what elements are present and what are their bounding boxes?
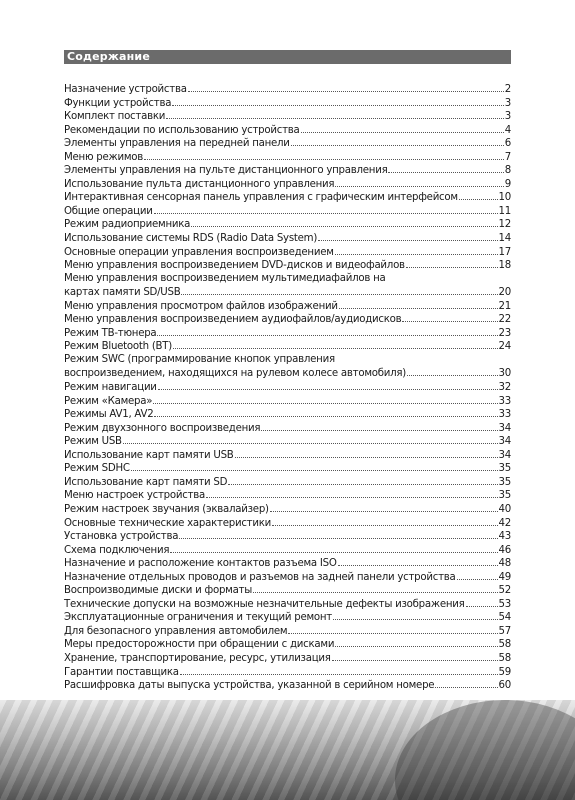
toc-entry[interactable] (64, 123, 511, 137)
toc-entry[interactable] (64, 421, 511, 435)
toc-entry-label: Эксплуатационные ограничения и текущий ремонт (64, 612, 332, 624)
toc-entry-label: Режим Bluetooth (BT) (64, 341, 172, 353)
toc-leader-dots (158, 380, 498, 390)
toc-entry-page: 35 (498, 463, 511, 475)
toc-leader-dots (288, 624, 497, 634)
toc-entry[interactable] (64, 299, 511, 313)
toc-entry-page: 58 (498, 639, 511, 651)
toc-leader-dots (253, 583, 497, 593)
toc-entry[interactable] (64, 637, 511, 651)
toc-entry-page: 33 (498, 409, 511, 421)
toc-entry-page: 21 (498, 300, 511, 312)
toc-entry-page: 30 (498, 368, 511, 380)
toc-entry-label: Режимы AV1, AV2 (64, 409, 154, 421)
toc-entry-page: 54 (498, 612, 511, 624)
toc-leader-dots (180, 665, 498, 675)
toc-leader-dots (181, 285, 497, 295)
toc-entry-label: воспроизведением, находящихся на рулевом колесе автомобиля) (64, 368, 407, 380)
toc-entry-label: Комплект поставки (64, 111, 166, 123)
toc-entry-page: 8 (504, 165, 511, 177)
toc-entry-page: 24 (498, 341, 511, 353)
toc-entry-label: Меры предосторожности при обращении с дисками (64, 639, 335, 651)
toc-entry-label: Меню управления просмотром файлов изображений (64, 300, 338, 312)
toc-entry[interactable] (64, 204, 511, 218)
toc-entry-label: Элементы управления на пульте дистанционного управления (64, 165, 388, 177)
toc-entry-label: картах памяти SD/USB (64, 287, 181, 299)
toc-entry[interactable] (64, 624, 511, 638)
toc-entry-label: Использование карт памяти USB (64, 449, 234, 461)
toc-leader-dots (318, 231, 497, 241)
toc-entry[interactable] (64, 665, 511, 679)
toc-entry[interactable] (64, 502, 511, 516)
toc-leader-dots (272, 516, 498, 526)
toc-entry[interactable] (64, 109, 511, 123)
toc-leader-dots (339, 299, 498, 309)
toc-leader-dots (173, 339, 498, 349)
toc-leader-dots (406, 258, 498, 268)
toc-entry-page: 58 (498, 652, 511, 664)
toc-leader-dots (407, 366, 497, 376)
toc-leader-dots (144, 150, 504, 160)
toc-entry-label: Основные технические характеристики (64, 517, 272, 529)
toc-entry-page: 20 (498, 287, 511, 299)
toc-entry[interactable] (64, 163, 511, 177)
page-title: Содержание (67, 50, 150, 63)
section-header-bar (64, 50, 511, 64)
toc-leader-dots (206, 488, 498, 498)
toc-entry-label: Режим настроек звучания (эквалайзер) (64, 503, 269, 515)
toc-leader-dots (235, 448, 498, 458)
toc-entry-label: Рекомендации по использованию устройства (64, 124, 300, 136)
toc-entry-page: 60 (498, 680, 511, 692)
toc-entry[interactable] (64, 272, 511, 286)
toc-entry-page: 18 (498, 260, 511, 272)
toc-leader-dots (388, 163, 503, 173)
toc-entry-label: Режим радиоприемника (64, 219, 191, 231)
toc-leader-dots (123, 434, 498, 444)
toc-entry[interactable] (64, 597, 511, 611)
toc-entry-page: 33 (498, 395, 511, 407)
toc-entry-label: Хранение, транспортирование, ресурс, утилизация (64, 652, 331, 664)
toc-entry[interactable] (64, 529, 511, 543)
toc-entry-page: 42 (498, 517, 511, 529)
toc-entry[interactable] (64, 380, 511, 394)
toc-entry[interactable] (64, 488, 511, 502)
toc-entry[interactable] (64, 258, 511, 272)
toc-leader-dots (228, 475, 497, 485)
toc-entry-page: 52 (498, 585, 511, 597)
toc-entry[interactable] (64, 82, 511, 96)
toc-entry-page: 11 (498, 205, 511, 217)
toc-entry[interactable] (64, 366, 511, 380)
toc-entry-page: 12 (498, 219, 511, 231)
toc-entry[interactable] (64, 231, 511, 245)
toc-entry-label: Меню настроек устройства (64, 490, 205, 502)
toc-leader-dots (335, 245, 498, 255)
toc-entry[interactable] (64, 570, 511, 584)
toc-entry[interactable] (64, 448, 511, 462)
toc-entry-page: 59 (498, 666, 511, 678)
toc-entry[interactable] (64, 96, 511, 110)
toc-leader-dots (335, 177, 503, 187)
toc-entry[interactable] (64, 353, 511, 367)
toc-entry[interactable] (64, 583, 511, 597)
toc-entry-page: 34 (498, 449, 511, 461)
toc-entry-label: Использование системы RDS (Radio Data System) (64, 233, 318, 245)
toc-entry-label: Меню управления воспроизведением мультимедиафайлов на (64, 272, 386, 284)
toc-leader-dots (466, 597, 498, 607)
toc-entry-page: 40 (498, 503, 511, 515)
toc-entry-label: Схема подключения (64, 544, 170, 556)
toc-entry[interactable] (64, 461, 511, 475)
toc-entry-page: 22 (498, 314, 511, 326)
toc-entry-page: 46 (498, 544, 511, 556)
toc-entry-label: Установка устройства (64, 531, 179, 543)
toc-entry-page: 6 (504, 138, 511, 150)
toc-leader-dots (153, 394, 497, 404)
toc-leader-dots (335, 637, 497, 647)
toc-entry-label: Гарантии поставщика (64, 666, 179, 678)
toc-entry-label: Общие операции (64, 205, 153, 217)
toc-entry-page: 34 (498, 422, 511, 434)
toc-entry-label: Меню режимов (64, 151, 143, 163)
toc-leader-dots (131, 461, 498, 471)
toc-entry-label: Меню управления воспроизведением DVD-дисков и видеофайлов (64, 260, 405, 272)
toc-entry-label: Режим ТВ-тюнера (64, 327, 157, 339)
toc-entry-label: Технические допуски на возможные незначительные дефекты изображения (64, 598, 465, 610)
toc-entry-page: 3 (504, 111, 511, 123)
toc-entry-page: 17 (498, 246, 511, 258)
toc-leader-dots (338, 556, 498, 566)
toc-leader-dots (301, 123, 504, 133)
toc-entry-label: Режим SDHC (64, 463, 130, 475)
toc-entry-page: 32 (498, 382, 511, 394)
toc-entry[interactable] (64, 190, 511, 204)
toc-entry-page: 48 (498, 558, 511, 570)
toc-leader-dots (270, 502, 498, 512)
toc-entry-page: 49 (498, 571, 511, 583)
toc-entry[interactable] (64, 285, 511, 299)
toc-entry-page: 14 (498, 233, 511, 245)
toc-entry[interactable] (64, 543, 511, 557)
toc-entry[interactable] (64, 150, 511, 164)
toc-leader-dots (333, 610, 498, 620)
toc-entry-label: Для безопасного управления автомобилем (64, 625, 288, 637)
toc-entry[interactable] (64, 394, 511, 408)
toc-entry-label: Режим навигации (64, 382, 157, 394)
toc-leader-dots (291, 136, 504, 146)
toc-entry-label: Режим SWC (программирование кнопок управления (64, 353, 335, 365)
toc-leader-dots (459, 190, 498, 200)
toc-entry[interactable] (64, 407, 511, 421)
toc-entry-label: Назначение отдельных проводов и разъемов на задней панели устройства (64, 571, 456, 583)
toc-entry-label: Использование пульта дистанционного управления (64, 178, 335, 190)
toc-entry-label: Расшифровка даты выпуска устройства, указанной в серийном номере (64, 680, 435, 692)
toc-leader-dots (191, 217, 497, 227)
toc-entry-page: 3 (504, 97, 511, 109)
toc-entry-page: 7 (504, 151, 511, 163)
toc-entry[interactable] (64, 556, 511, 570)
toc-entry[interactable] (64, 326, 511, 340)
toc-leader-dots (154, 204, 498, 214)
toc-entry-page: 4 (504, 124, 511, 136)
table-of-contents (64, 82, 511, 692)
toc-entry-label: Режим USB (64, 436, 122, 448)
toc-leader-dots (261, 421, 497, 431)
toc-entry[interactable] (64, 610, 511, 624)
toc-entry-page: 43 (498, 531, 511, 543)
toc-leader-dots (435, 678, 497, 688)
toc-entry[interactable] (64, 516, 511, 530)
toc-leader-dots (172, 96, 504, 106)
toc-entry[interactable] (64, 651, 511, 665)
toc-entry-label: Функции устройства (64, 97, 172, 109)
toc-entry-page: 34 (498, 436, 511, 448)
toc-entry-label: Режим «Камера» (64, 395, 153, 407)
toc-entry[interactable] (64, 312, 511, 326)
toc-entry-page: 35 (498, 476, 511, 488)
toc-entry-page: 53 (498, 598, 511, 610)
toc-entry-label: Интерактивная сенсорная панель управления с графическим интерфейсом (64, 192, 458, 204)
toc-entry-label: Меню управления воспроизведением аудиофайлов/аудиодисков (64, 314, 402, 326)
toc-leader-dots (154, 407, 497, 417)
toc-entry-page: 2 (504, 84, 511, 95)
toc-entry-label: Назначение и расположение контактов разъема ISO (64, 558, 337, 570)
toc-leader-dots (188, 82, 504, 92)
toc-entry-label: Назначение устройства (64, 84, 187, 95)
toc-leader-dots (170, 543, 497, 553)
footer-decoration (0, 700, 575, 800)
toc-leader-dots (402, 312, 497, 322)
toc-entry-label: Режим двухзонного воспроизведения (64, 422, 261, 434)
toc-entry[interactable] (64, 678, 511, 692)
toc-entry[interactable] (64, 177, 511, 191)
toc-leader-dots (166, 109, 504, 119)
toc-entry[interactable] (64, 434, 511, 448)
toc-entry-page: 10 (498, 192, 511, 204)
toc-entry-label: Использование карт памяти SD (64, 476, 228, 488)
toc-entry-label: Воспроизводимые диски и форматы (64, 585, 253, 597)
toc-entry-label: Основные операции управления воспроизведением (64, 246, 334, 258)
toc-entry[interactable] (64, 339, 511, 353)
toc-entry[interactable] (64, 245, 511, 259)
toc-entry[interactable] (64, 475, 511, 489)
toc-entry[interactable] (64, 217, 511, 231)
toc-leader-dots (157, 326, 497, 336)
toc-entry-label: Элементы управления на передней панели (64, 138, 290, 150)
toc-entry-page: 9 (504, 178, 511, 190)
toc-leader-dots (179, 529, 497, 539)
toc-entry-page: 23 (498, 327, 511, 339)
toc-entry[interactable] (64, 136, 511, 150)
toc-entry-page: 35 (498, 490, 511, 502)
toc-leader-dots (457, 570, 498, 580)
toc-leader-dots (332, 651, 498, 661)
toc-entry-page: 57 (498, 625, 511, 637)
